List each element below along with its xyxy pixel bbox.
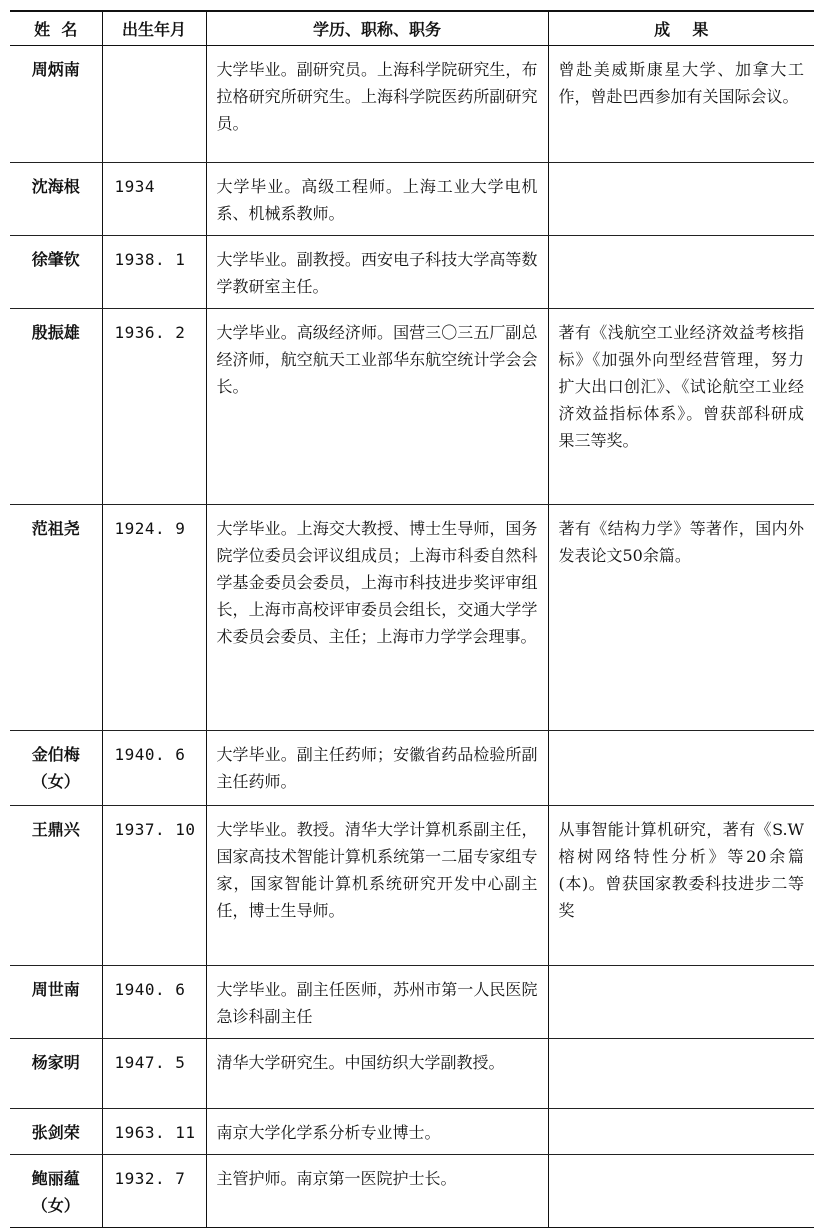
cell-results — [548, 1039, 814, 1109]
table-row — [10, 505, 814, 731]
cell-name: 周世南 — [10, 966, 102, 1039]
cell-birth: 1924. 9 — [102, 505, 206, 731]
cell-birth: 1937. 10 — [102, 806, 206, 966]
cell-name: 王鼎兴 — [10, 806, 102, 966]
cell-results — [548, 1155, 814, 1228]
cell-results: 从事智能计算机研究，著有《S.W榕树网络特性分析》等20余篇(本)。曾获国家教委科技进步二等奖 — [548, 806, 814, 966]
roster-table — [10, 10, 814, 1228]
cell-education: 南京大学化学系分析专业博士。 — [206, 1109, 548, 1155]
cell-results — [548, 731, 814, 806]
cell-education: 主管护师。南京第一医院护士长。 — [206, 1155, 548, 1228]
table-row — [10, 236, 814, 309]
cell-name: 杨家明 — [10, 1039, 102, 1109]
table-row — [10, 46, 814, 163]
cell-education: 大学毕业。教授。清华大学计算机系副主任，国家高技术智能计算机系统第一二届专家组专家，国家智能计算机系统研究开发中心副主任，博士生导师。 — [206, 806, 548, 966]
header-education: 学历、职称、职务 — [206, 11, 548, 46]
cell-birth: 1947. 5 — [102, 1039, 206, 1109]
cell-education: 大学毕业。副主任药师；安徽省药品检验所副主任药师。 — [206, 731, 548, 806]
cell-name: 鲍丽蕴（女） — [31, 1169, 80, 1215]
cell-name: 周炳南 — [10, 46, 102, 163]
header-results: 成 果 — [548, 11, 814, 46]
cell-birth: 1932. 7 — [102, 1155, 206, 1228]
cell-education: 大学毕业。上海交大教授、博士生导师，国务院学位委员会评议组成员；上海市科委自然科学基金委员会委员，上海市科技进步奖评审组长，上海市高校评审委员会组长，交通大学学术委员会委员、主任；上海市力学学会理事。 — [206, 505, 548, 731]
table-row — [10, 806, 814, 966]
cell-results — [548, 236, 814, 309]
cell-results — [548, 966, 814, 1039]
table-row — [10, 731, 814, 806]
table-row — [10, 1039, 814, 1109]
cell-education: 大学毕业。副研究员。上海科学院研究生，布拉格研究所研究生。上海科学院医药所副研究员。 — [206, 46, 548, 163]
cell-birth: 1940. 6 — [102, 731, 206, 806]
cell-education: 大学毕业。副教授。西安电子科技大学高等数学教研室主任。 — [206, 236, 548, 309]
cell-results: 曾赴美威斯康星大学、加拿大工作，曾赴巴西参加有关国际会议。 — [548, 46, 814, 163]
cell-name: 殷振雄 — [10, 309, 102, 505]
cell-birth: 1934 — [102, 163, 206, 236]
cell-birth: 1940. 6 — [102, 966, 206, 1039]
cell-results — [548, 1109, 814, 1155]
table-row — [10, 966, 814, 1039]
cell-birth: 1936. 2 — [102, 309, 206, 505]
header-birth: 出生年月 — [102, 11, 206, 46]
document-page — [10, 10, 814, 1228]
table-row — [10, 1155, 814, 1228]
table-row — [10, 1109, 814, 1155]
cell-results: 著有《结构力学》等著作，国内外发表论文50余篇。 — [548, 505, 814, 731]
cell-name: 金伯梅（女） — [10, 731, 102, 806]
cell-name: 范祖尧 — [10, 505, 102, 731]
cell-results — [548, 163, 814, 236]
table-row — [10, 309, 814, 505]
cell-education: 大学毕业。高级经济师。国营三〇三五厂副总经济师，航空航天工业部华东航空统计学会会长。 — [206, 309, 548, 505]
cell-birth: 1938. 1 — [102, 236, 206, 309]
header-name: 姓 名 — [10, 11, 102, 46]
cell-name: 沈海根 — [10, 163, 102, 236]
table-row — [10, 163, 814, 236]
cell-results: 著有《浅航空工业经济效益考核指标》《加强外向型经营管理，努力扩大出口创汇》、《试论航空工业经济效益指标体系》。曾获部科研成果三等奖。 — [548, 309, 814, 505]
cell-education: 清华大学研究生。中国纺织大学副教授。 — [206, 1039, 548, 1109]
cell-birth — [102, 46, 206, 163]
cell-name: 张剑荣 — [10, 1109, 102, 1155]
cell-education: 大学毕业。高级工程师。上海工业大学电机系、机械系教师。 — [206, 163, 548, 236]
header-row — [10, 11, 814, 46]
cell-education: 大学毕业。副主任医师，苏州市第一人民医院急诊科副主任 — [206, 966, 548, 1039]
cell-birth: 1963. 11 — [102, 1109, 206, 1155]
cell-name: 徐肇钦 — [10, 236, 102, 309]
